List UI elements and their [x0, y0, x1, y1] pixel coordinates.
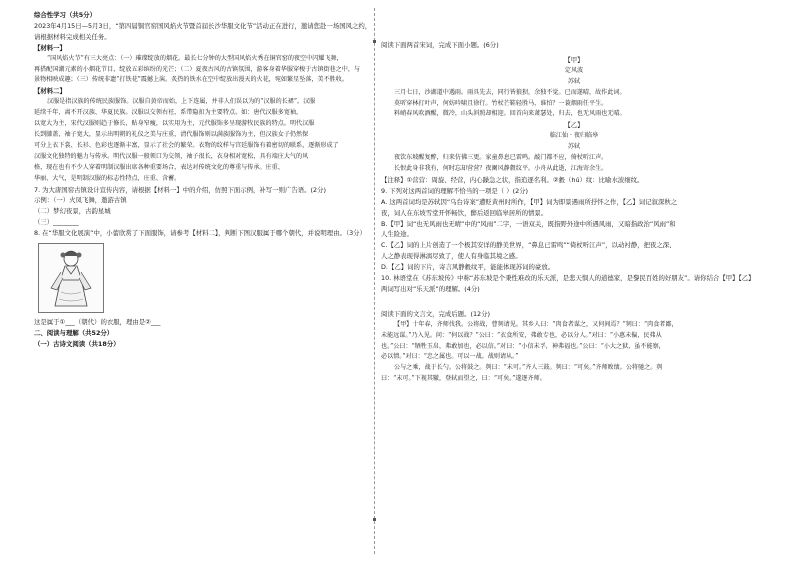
- material-two-line: 汉服是指汉族的传统民族服饰。汉服自黄帝而始，上下连属，并非人们误以为的“汉服的长裙”。汉服: [47, 98, 316, 106]
- question-9-option: B.【甲】词“也无风雨也无晴”中的“风雨”二字，一语双关，既指野外途中所遇风雨，又暗指政治“风雨”和: [381, 219, 676, 228]
- material-two-line: 格，现在也有不少人穿着明制汉服出席各种重要场合，表达对传统文化的尊重与传承。庄重、: [34, 163, 284, 171]
- classical-text-line: 也。”公曰：“牺牲玉帛，弗敢加也，必以信。”对曰：“小信未孚，神弗福也。”公曰：“小大之狱，虽不能察，: [381, 342, 665, 350]
- classical-text-line: 【甲】十年春，齐师伐我。公将战，曹刿请见。其乡人曰：“肉食者谋之，又何间焉？”刿曰：“肉食者鄙，: [394, 320, 678, 328]
- poem-jia-line: 三月七日，沙湖道中遇雨。雨具先去，同行皆狼狈，余独不觉。已而遂晴，故作此词。: [394, 88, 626, 96]
- question-9-option: D.【乙】词的下片，寄言风静縠纹平，能能体现苏词的豪放。: [381, 263, 555, 272]
- question-7: 7. 为大唐国窑古镇设计宣传内容，请根据【材料一】中的介绍，仿照下面示例，补写一则广告语。(2分): [34, 185, 326, 194]
- material-two-line: 汉服文化独特的魅力与传承。明代汉服一般领口为交领，袖子很长，衣身相对宽松，具有端庄大气的风: [34, 152, 309, 160]
- material-one-line: 再搭配国潮元素的小烟花节目，绽放五彩缤纷的光芒；（二）夏夜古风的古镇氛围，游客身着华服穿梭于古镇街巷之中，与: [34, 65, 361, 73]
- classical-text-line: 必以情。”对曰：“忠之属也。可以一战。战则请从。”: [381, 353, 519, 361]
- poem-yi-label: 【乙】: [564, 121, 584, 130]
- question-9-option: 夜，词人在东坡雪堂开怀畅饮，醉后返回临皋居所的情景。: [381, 208, 548, 217]
- classical-text-line: 公与之乘，战于长勺。公将鼓之。刿曰：“未可。”齐人三鼓。刿曰：“可矣。”齐师败绩。公将驰之。刿: [394, 364, 663, 372]
- material-one-title: 【材料一】: [34, 43, 66, 52]
- material-two-line: 可分上衣下裳、长衫、色彩也逐渐丰富，显示了社会的繁荣。衣物的纹样与宫廷服饰有着密切的联系，逐渐形成了: [34, 141, 339, 149]
- page-gutter-divider: [374, 8, 375, 554]
- poem-yi-author: 苏轼: [567, 143, 581, 151]
- poem-yi-line: 长恨此身非我有，何时忘却营营？夜阑风静縠纹平。小舟从此逝，江海寄余生。: [394, 164, 608, 172]
- poem-jia-title: 定风波: [564, 66, 584, 74]
- poem-note: 【注释】①营营：周旋、经营，内心躁急之状，指追逐名利。②縠（hú）纹：比喻水波细纹。: [381, 175, 644, 184]
- poem-yi-title: 临江仙 · 夜归临皋: [549, 132, 599, 140]
- question-8: 8. 在“华服文化展演”中，小蕾欣赏了下面服饰，请参考【材料二】，判断下图汉服属于哪个朝代，并说明理由。（3分）: [34, 229, 366, 238]
- classical-text-instruction: 阅读下面的文言文，完成后题。(12分): [381, 309, 490, 318]
- poem-instruction: 阅读下面两首宋词，完成下面小题。(6分): [381, 41, 499, 49]
- hanfu-girl-drawing: [39, 244, 103, 312]
- gutter-mark: [373, 40, 376, 43]
- material-two-line: 长到膝盖，袖子宽大，显示出明朝的礼仪之美与庄重，清代服饰则以满族服饰为主，但汉族女子仍然保: [34, 130, 309, 138]
- section-two-subtitle: （一）古诗文阅读（共18分）: [34, 339, 120, 348]
- material-one-line: 景物相映成趣；（三）传统非遗“打铁花”震撼上演。炙热的铁水在空中绽放出漫天的火花，宛如繁星坠落，美不胜收。: [34, 76, 348, 84]
- question-7-line: （二）梦幻夜景，古韵星城: [34, 207, 111, 216]
- poem-jia-label: 【甲】: [564, 55, 584, 64]
- poem-yi-line: 夜饮东坡醒复醉，归来仿佛三更。家童鼻息已雷鸣。敲门都不应，倚杖听江声。: [394, 154, 608, 162]
- poem-jia-line: 莫听穿林打叶声，何妨吟啸且徐行。竹杖芒鞋轻胜马，谁怕？一蓑烟雨任平生。: [394, 99, 608, 107]
- section-title: 综合性学习（共5分）: [34, 11, 96, 19]
- question-7-example: 示例：（一）火凤飞舞，邀游古镇: [34, 196, 127, 205]
- material-two-line: 华丽、大气，是明制汉服的标志性特点，庄重、含蓄。: [34, 174, 181, 182]
- classical-text-line: 未能远谋。”乃入见。问：“何以战？”公曰：“衣食所安，弗敢专也，必以分人。”对曰：“小惠未徧，民弗从: [381, 331, 662, 339]
- material-two-title: 【材料二】: [34, 87, 66, 96]
- classical-text-line: 曰：“未可。”下视其辙，登轼而望之，曰：“可矣。”遂逐齐师。: [381, 375, 546, 383]
- gutter-mark: [373, 518, 376, 521]
- section-two-title: 二、阅读与理解（共52分）: [34, 328, 114, 337]
- question-10: 10. 林语堂在《苏东坡传》中称“苏东坡是个秉性难改的乐天派，是悲天悯人的道德家，是黎民百姓的好朋友”。请你结合【甲】【乙】: [381, 274, 755, 283]
- question-9: 9. 下列对这两首词的理解不恰当的一项是（ ）(2分): [381, 186, 529, 195]
- question-10-line: 两词写出对“乐天派”的理解。(4分): [381, 284, 480, 293]
- intro-paragraph: 2023年4月15日—5月3日，“第四届铜官窑国风焰火节暨首届长沙华服文化节”活动正在进行，邀请您赴一场国风之约，请根据材料完成相关任务。: [34, 21, 372, 41]
- material-one-line: “国风焰火节”有三大亮点：（一）璀璨绽放的烟花。最长七分钟的大型国风焰火秀在铜官窑的夜空中闪耀飞舞，: [47, 54, 343, 62]
- question-9-option: A. 这两首词均是苏轼因“乌台诗案”遭贬黄州时所作，【甲】词为即景遇雨所抒怀之作，【乙】词记叙深秋之: [381, 197, 678, 206]
- question-9-option: 人生险途。: [381, 230, 413, 239]
- material-two-line: 延续千年，离不开汉族、华夏民族。汉服以交领右衽、系带隐扣为主要特点。如：唐代汉服多宽袖，: [34, 109, 303, 117]
- material-two-line: 以宽大为主，宋代汉服则趋于修长，贴身窄瘦，以实用为主，元代服饰多呈现游牧民族的特点。明代汉服: [34, 120, 315, 128]
- hanfu-figure-image: [38, 243, 104, 313]
- poem-jia-author: 苏轼: [567, 77, 581, 85]
- question-8-answer: 这是属于①___（朝代）的衣服，理由是②___: [34, 318, 161, 327]
- question-9-option: C.【乙】词的上片创造了一个极其安详的静美世界，“鼻息已雷鸣”“倚杖听江声”，以动衬静，把夜之深、: [381, 241, 676, 250]
- right-column: [381, 0, 767, 562]
- left-column: [34, 0, 372, 562]
- question-7-blank: （三）________: [34, 218, 79, 227]
- question-9-option: 人之静表现得淋漓尽致了，使人有身临其境之感。: [381, 252, 522, 261]
- poem-jia-line: 料峭春风吹酒醒，微冷，山头斜照却相迎。回首向来萧瑟处，归去，也无风雨也无晴。: [394, 110, 626, 118]
